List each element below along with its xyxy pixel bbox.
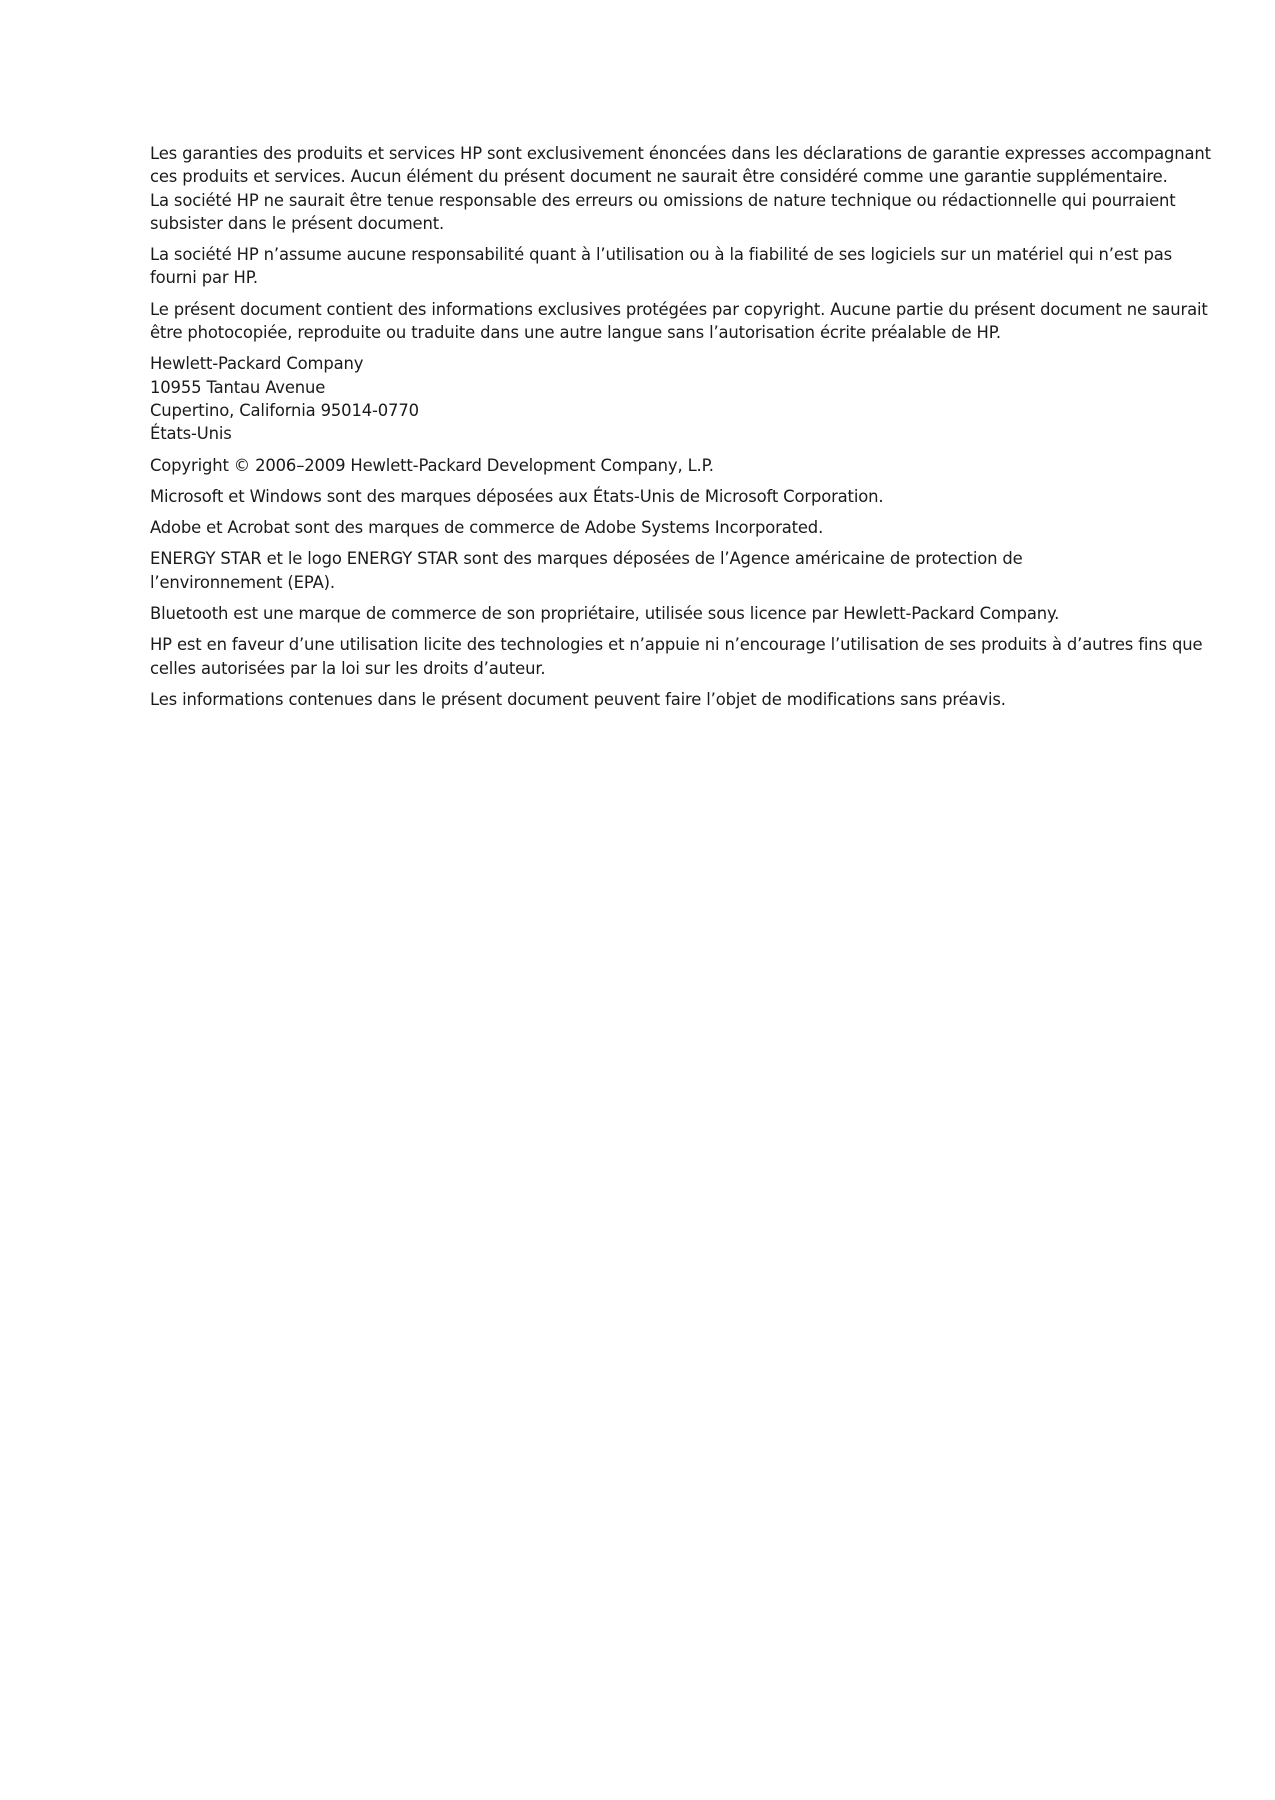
bluetooth-trademark-paragraph <box>150 602 1210 625</box>
adobe-trademark-line: Adobe et Acrobat sont des marques de commerce de Adobe Systems Incorporated. <box>150 518 824 538</box>
copyright-paragraph <box>150 454 1210 477</box>
legal-use-paragraph <box>150 633 1210 680</box>
microsoft-trademark-line: Microsoft et Windows sont des marques déposées aux États-Unis de Microsoft Corporation. <box>150 486 884 506</box>
bluetooth-trademark-line: Bluetooth est une marque de commerce de son propriétaire, utilisée sous licence par Hewlett-Packard Company. <box>150 604 1060 624</box>
address-country: États-Unis <box>150 424 232 444</box>
energy-star-line: l’environnement (EPA). <box>150 572 335 592</box>
adobe-trademark-paragraph <box>150 516 1210 539</box>
software-line: fourni par HP. <box>150 268 258 288</box>
copyright-notice-paragraph <box>150 298 1210 345</box>
warranty-line: ces produits et services. Aucun élément du présent document ne saurait être considéré comme une garantie supplémentaire. <box>150 167 1168 187</box>
changes-line: Les informations contenues dans le présent document peuvent faire l’objet de modifications sans préavis. <box>150 689 1006 709</box>
copyright-notice-line: Le présent document contient des informations exclusives protégées par copyright. Aucune partie du présent document ne saurait <box>150 299 1208 319</box>
energy-star-line: ENERGY STAR et le logo ENERGY STAR sont des marques déposées de l’Agence américaine de protection de <box>150 549 1023 569</box>
legal-notice-block <box>150 142 1210 719</box>
warranty-line: Les garanties des produits et services HP sont exclusivement énoncées dans les déclarations de garantie expresses accompagnant <box>150 144 1211 163</box>
warranty-line: subsister dans le présent document. <box>150 213 445 233</box>
microsoft-trademark-paragraph <box>150 485 1210 508</box>
software-paragraph <box>150 243 1210 290</box>
legal-use-line: celles autorisées par la loi sur les droits d’auteur. <box>150 658 546 678</box>
address-company: Hewlett-Packard Company <box>150 354 364 374</box>
copyright-line: Copyright © 2006–2009 Hewlett-Packard Development Company, L.P. <box>150 455 714 475</box>
address-city: Cupertino, California 95014-0770 <box>150 400 419 420</box>
energy-star-paragraph <box>150 547 1210 594</box>
changes-paragraph <box>150 688 1210 711</box>
warranty-line: La société HP ne saurait être tenue responsable des erreurs ou omissions de nature technique ou rédactionnelle qui pourraient <box>150 190 1176 210</box>
warranty-paragraph <box>150 142 1210 235</box>
legal-use-line: HP est en faveur d’une utilisation licite des technologies et n’appuie ni n’encourage l’utilisation de ses produits à d’autres fins que <box>150 635 1203 655</box>
copyright-notice-line: être photocopiée, reproduite ou traduite dans une autre langue sans l’autorisation écrite préalable de HP. <box>150 323 1001 343</box>
address-street: 10955 Tantau Avenue <box>150 377 326 397</box>
company-address <box>150 352 1210 445</box>
software-line: La société HP n’assume aucune responsabilité quant à l’utilisation ou à la fiabilité de ses logiciels sur un matériel qui n’est pas <box>150 245 1173 265</box>
